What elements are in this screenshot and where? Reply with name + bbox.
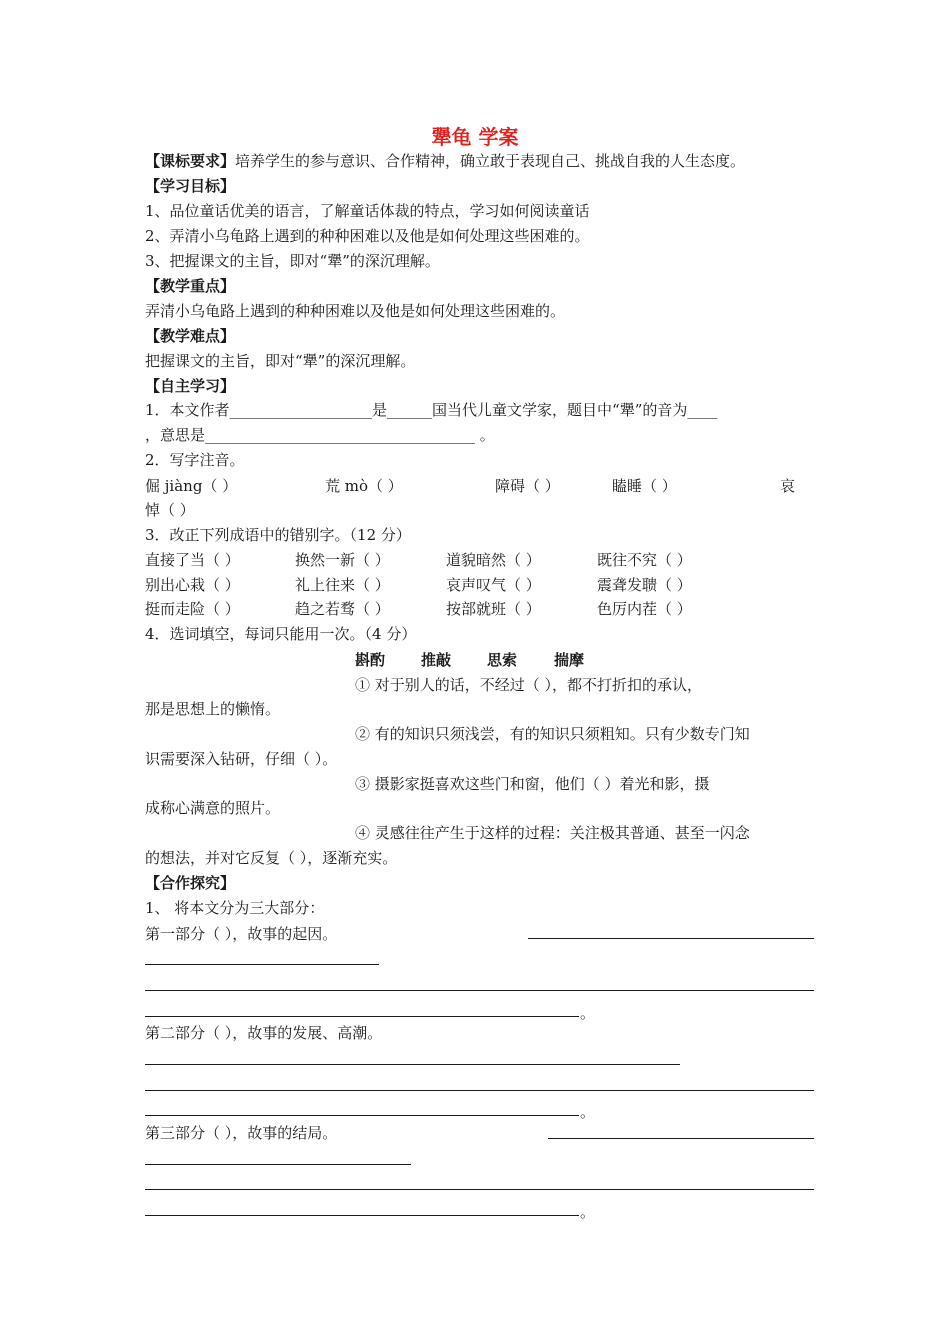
q3-item: 趋之若骛（ ） <box>295 600 390 618</box>
page-title: 犟龟 学案 <box>431 125 519 149</box>
answer-line <box>145 964 379 965</box>
answer-line <box>145 1115 579 1116</box>
question-1-line-2: ，意思是____________________________________ 。 <box>145 426 495 444</box>
difficulty-heading: 【教学难点】 <box>145 327 236 345</box>
q2-item-3: 障碍（ ） <box>495 477 560 495</box>
goal-item-1: 1、品位童话优美的语言，了解童话体裁的特点，学习如何阅读童话 <box>145 202 590 220</box>
curriculum-line <box>145 151 745 171</box>
question-3-title: 3．改正下列成语中的错别字。（12 分） <box>145 526 411 544</box>
q3-item: 既往不究（ ） <box>597 551 692 569</box>
q3-item: 哀声叹气（ ） <box>446 576 541 594</box>
q3-item: 挺而走险（ ） <box>145 600 240 618</box>
q2-item-1: 倔 jiàng（ ） <box>145 477 238 495</box>
key-point-text: 弄清小乌龟路上遇到的种种困难以及他是如何处理这些困难的。 <box>145 302 566 320</box>
answer-line <box>145 1090 814 1091</box>
q4-sentence-2-line-1: ② 有的知识只须浅尝，有的知识只须粗知。只有少数专门知 <box>355 725 750 743</box>
answer-line <box>145 1064 680 1065</box>
q3-item: 别出心栽（ ） <box>145 576 240 594</box>
answer-line <box>548 1138 814 1139</box>
answer-line <box>145 990 814 991</box>
q3-item: 按部就班（ ） <box>446 600 541 618</box>
q4-word-2: 推敲 <box>421 651 452 669</box>
part-2-period: 。 <box>580 1103 596 1121</box>
q2-item-4: 瞌睡（ ） <box>612 477 677 495</box>
q3-item: 震聋发聩（ ） <box>597 576 692 594</box>
key-point-heading: 【教学重点】 <box>145 277 236 295</box>
part-3-period: 。 <box>580 1203 596 1221</box>
q3-item: 礼上往来（ ） <box>295 576 390 594</box>
cooperation-heading: 【合作探究】 <box>145 874 236 892</box>
q4-sentence-3-line-2: 成称心满意的照片。 <box>145 799 281 817</box>
curriculum-heading: 【课标要求】 <box>145 152 236 170</box>
part-3-label: 第三部分（ ），故事的结局。 <box>145 1124 338 1142</box>
cooperation-intro: 1、 将本文分为三大部分： <box>145 899 325 917</box>
q4-sentence-3-line-1: ③ 摄影家挺喜欢这些门和窗，他们（ ）着光和影，摄 <box>355 775 710 793</box>
answer-line <box>145 1215 579 1216</box>
q3-item: 道貌暗然（ ） <box>446 551 541 569</box>
part-1-label: 第一部分（ ），故事的起因。 <box>145 925 338 943</box>
q3-item: 换然一新（ ） <box>295 551 390 569</box>
q4-word-1: 斟酌 <box>355 651 386 669</box>
curriculum-text: 培养学生的参与意识、合作精神，确立敢于表现自己、挑战自我的人生态度。 <box>235 152 746 170</box>
q4-word-3: 思索 <box>487 651 518 669</box>
part-2-label: 第二部分（ ），故事的发展、高潮。 <box>145 1024 383 1042</box>
answer-line <box>145 1164 411 1165</box>
answer-line <box>145 1016 579 1017</box>
q4-sentence-1-line-1: ① 对于别人的话，不经过（ ），都不打折扣的承认， <box>355 676 703 694</box>
question-2-title: 2．写字注音。 <box>145 451 245 469</box>
q4-sentence-4-line-1: ④ 灵感往往产生于这样的过程：关注极其普通、甚至一闪念 <box>355 824 750 842</box>
q3-item: 色厉内茬（ ） <box>597 600 692 618</box>
q4-sentence-2-line-2: 识需要深入钻研，仔细（ ）。 <box>145 750 338 768</box>
part-1-period: 。 <box>580 1004 596 1022</box>
q4-sentence-1-line-2: 那是思想上的懒惰。 <box>145 700 281 718</box>
q2-item-2: 荒 mò（ ） <box>325 477 403 495</box>
q4-sentence-4-line-2: 的想法，并对它反复（ ），逐渐充实。 <box>145 849 398 867</box>
goal-item-3: 3、把握课文的主旨，即对“犟”的深沉理解。 <box>145 252 440 270</box>
self-study-heading: 【自主学习】 <box>145 377 236 395</box>
answer-line <box>528 938 814 939</box>
q2-item-5-wrap: 悼（ ） <box>145 501 195 519</box>
answer-line <box>145 1189 814 1190</box>
question-4-title: 4．选词填空，每词只能用一次。（4 分） <box>145 625 417 643</box>
question-1-line-1: 1．本文作者___________________是______国当代儿童文学家，题目中“犟”的音为____ <box>145 401 718 419</box>
goal-item-2: 2、弄清小乌龟路上遇到的种种困难以及他是如何处理这些困难的。 <box>145 227 590 245</box>
difficulty-text: 把握课文的主旨，即对“犟”的深沉理解。 <box>145 352 416 370</box>
q4-word-4: 揣摩 <box>554 651 585 669</box>
q3-item: 直接了当（ ） <box>145 551 240 569</box>
q2-item-5: 哀 <box>780 477 796 495</box>
goals-heading: 【学习目标】 <box>145 177 236 195</box>
